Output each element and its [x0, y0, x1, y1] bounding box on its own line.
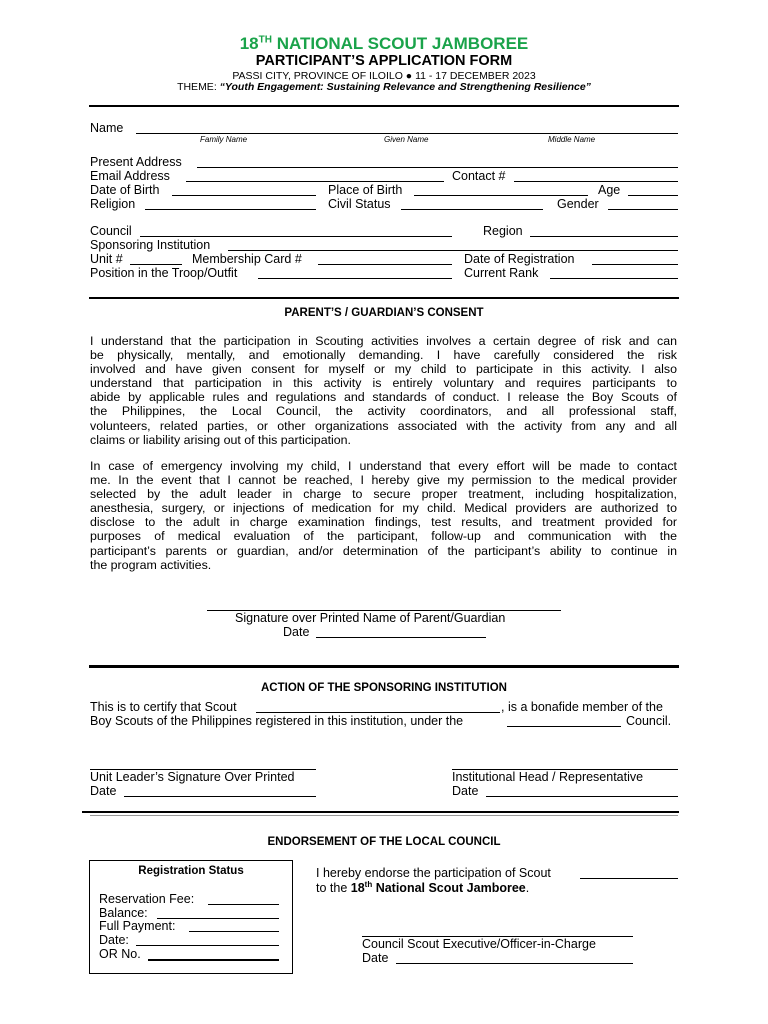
- balance-label: Balance:: [99, 906, 148, 920]
- unit-leader-label: Unit Leader’s Signature Over Printed: [90, 770, 295, 784]
- council-text: Council.: [626, 714, 672, 728]
- present-address-field[interactable]: [197, 167, 678, 168]
- full-payment-field[interactable]: [189, 931, 279, 932]
- inst-head-date-label: Date: [452, 784, 479, 798]
- section-divider: [89, 297, 679, 299]
- exec-date-field[interactable]: [396, 963, 633, 964]
- age-label: Age: [598, 183, 621, 197]
- or-no-field[interactable]: [148, 959, 279, 961]
- family-name-caption: Family Name: [200, 135, 248, 144]
- consent-paragraph-2: [90, 459, 677, 572]
- exec-date-label: Date: [362, 951, 389, 965]
- exec-label: Council Scout Executive/Officer-in-Charge: [362, 937, 596, 951]
- sponsoring-field[interactable]: [228, 250, 678, 251]
- region-label: Region: [483, 224, 523, 238]
- certify-text: This is to certify that Scout: [90, 700, 237, 714]
- middle-name-caption: Middle Name: [548, 135, 596, 144]
- position-field[interactable]: [258, 278, 452, 279]
- endorse-event-text: to the 18th National Scout Jamboree.: [316, 880, 530, 896]
- endorse-scout-field[interactable]: [580, 878, 678, 879]
- header-divider: [89, 105, 679, 107]
- endorse-text: I hereby endorse the participation of Scout: [316, 866, 551, 880]
- consent-line: the Philippines, the Local Council, the activity coordinators, and all professional staff,: [90, 404, 677, 419]
- consent-line: claims or liability arising out of this participation.: [90, 432, 352, 447]
- event-theme: THEME: “Youth Engagement: Sustaining Relevance and Strengthening Resilience”: [177, 81, 591, 93]
- consent-paragraph-1: [90, 334, 677, 447]
- membership-label: Membership Card #: [192, 252, 302, 266]
- consent-line: purposes of medical evaluation of the participant, follow-up and communication with the: [90, 529, 677, 544]
- bonafide-text: , is a bonafide member of the: [501, 700, 663, 714]
- age-field[interactable]: [628, 195, 678, 196]
- inst-head-date-field[interactable]: [486, 796, 678, 797]
- religion-field[interactable]: [145, 209, 316, 210]
- parent-date-label: Date: [283, 625, 310, 639]
- section-divider-thin: [90, 815, 678, 816]
- endorse-heading: ENDORSEMENT OF THE LOCAL COUNCIL: [267, 836, 501, 848]
- pob-field[interactable]: [414, 195, 588, 196]
- name-label: Name: [90, 121, 124, 135]
- form-subtitle: PARTICIPANT’S APPLICATION FORM: [255, 53, 513, 69]
- consent-line: participant’s parents or guardian, and/or determination of the participant’s ability to continue in: [90, 543, 677, 558]
- civil-status-label: Civil Status: [328, 197, 391, 211]
- pob-label: Place of Birth: [328, 183, 403, 197]
- reservation-fee-field[interactable]: [208, 904, 279, 905]
- reg-date-label: Date:: [99, 933, 129, 947]
- email-label: Email Address: [90, 169, 170, 183]
- sponsoring-label: Sponsoring Institution: [90, 238, 211, 252]
- date-reg-label: Date of Registration: [464, 252, 575, 266]
- section-divider: [82, 811, 679, 813]
- contact-field[interactable]: [514, 181, 678, 182]
- consent-line: anesthesia, surgery, or injections of medication for my child. Medical providers are authorized to: [90, 501, 677, 516]
- registration-status-title: Registration Status: [138, 865, 244, 877]
- membership-field[interactable]: [318, 264, 452, 265]
- position-label: Position in the Troop/Outfit: [90, 266, 238, 280]
- dob-label: Date of Birth: [90, 183, 160, 197]
- consent-line: understand that participation in this activity is entirely voluntary and requires participants to: [90, 376, 677, 391]
- unit-leader-date-label: Date: [90, 784, 117, 798]
- reservation-fee-label: Reservation Fee:: [99, 892, 195, 906]
- consent-line: involved and have given consent for myself or my child to participate in this activity. I also: [90, 362, 677, 377]
- unit-field[interactable]: [130, 264, 182, 265]
- gender-label: Gender: [557, 197, 599, 211]
- or-no-label: OR No.: [99, 947, 141, 961]
- name-field[interactable]: [136, 133, 678, 134]
- reg-date-field[interactable]: [136, 945, 279, 946]
- council-label: Council: [90, 224, 132, 238]
- parent-signature-label: Signature over Printed Name of Parent/Guardian: [235, 611, 506, 625]
- gender-field[interactable]: [608, 209, 678, 210]
- dob-field[interactable]: [172, 195, 316, 196]
- unit-label: Unit #: [90, 252, 123, 266]
- scout-name-field[interactable]: [256, 712, 500, 713]
- section-divider: [89, 665, 679, 668]
- consent-line: I understand that the participation in Scouting activities involves a certain degree of risk and can: [90, 334, 677, 348]
- council-name-field[interactable]: [507, 726, 621, 727]
- registered-text: Boy Scouts of the Philippines registered in this institution, under the: [90, 714, 464, 728]
- rank-label: Current Rank: [464, 266, 539, 280]
- consent-line: me. In the event that I cannot be reached, I hereby give my permission to the medical provider: [90, 473, 677, 488]
- consent-heading: PARENT’S / GUARDIAN’S CONSENT: [284, 307, 484, 319]
- consent-line: In case of emergency involving my child, I understand that every effort will be made to contact: [90, 459, 677, 473]
- inst-head-label: Institutional Head / Representative: [452, 770, 644, 784]
- present-address-label: Present Address: [90, 155, 182, 169]
- event-location: PASSI CITY, PROVINCE OF ILOILO ● 11 - 17 DECEMBER 2023: [232, 70, 536, 82]
- parent-date-field[interactable]: [316, 637, 486, 638]
- unit-leader-date-field[interactable]: [124, 796, 316, 797]
- civil-status-field[interactable]: [401, 209, 543, 210]
- sponsor-heading: ACTION OF THE SPONSORING INSTITUTION: [261, 682, 507, 694]
- date-reg-field[interactable]: [592, 264, 678, 265]
- region-field[interactable]: [530, 236, 678, 237]
- consent-line: volunteers, related parties, or other organizations associated with the activity from any and all: [90, 418, 677, 433]
- consent-line: the program activities.: [90, 557, 212, 572]
- consent-line: be physically, mentally, and emotionally demanding. I have carefully considered the risk: [90, 348, 677, 363]
- religion-label: Religion: [90, 197, 136, 211]
- consent-line: abide by applicable rules and regulations and standards of conduct. I release the Boy Scouts of: [90, 390, 677, 405]
- email-field[interactable]: [186, 181, 444, 182]
- consent-line: disclose to the adult in charge examination findings, test results, and treatment provided for: [90, 515, 677, 530]
- council-field[interactable]: [140, 236, 452, 237]
- consent-line: selected by the adult leader in charge to secure proper treatment, including hospitalization,: [90, 487, 677, 502]
- full-payment-label: Full Payment:: [99, 919, 176, 933]
- given-name-caption: Given Name: [384, 135, 429, 144]
- form-title: 18TH NATIONAL SCOUT JAMBOREE: [239, 34, 529, 53]
- rank-field[interactable]: [550, 278, 678, 279]
- contact-label: Contact #: [452, 169, 506, 183]
